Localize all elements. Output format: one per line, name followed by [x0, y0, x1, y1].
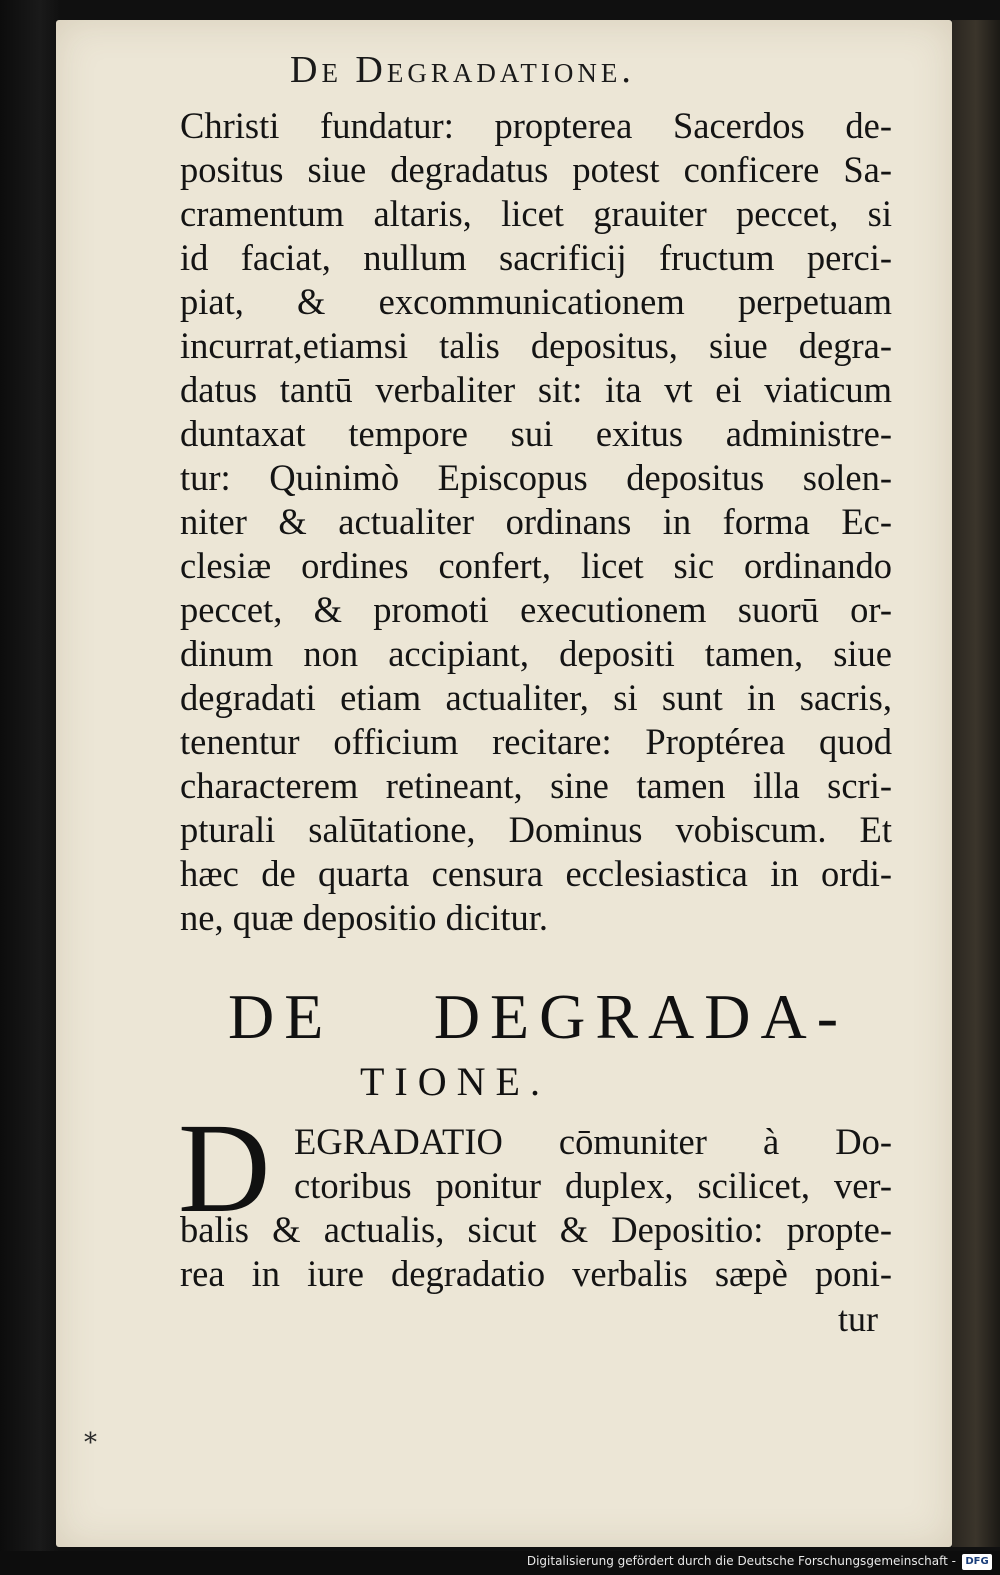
catchword: tur: [838, 1299, 878, 1339]
text-line: tur: Quinimò Episcopus depositus solen-: [180, 457, 892, 498]
dfg-logo: DFG: [962, 1554, 992, 1570]
text-line: peccet, & promoti executionem suorū or-: [180, 589, 892, 630]
running-head: De Degradatione.: [290, 49, 635, 91]
text-line: dinum non accipiant, depositi tamen, siue: [180, 633, 892, 674]
text-line: duntaxat tempore sui exitus administre-: [180, 413, 892, 454]
book-edge: [952, 20, 1000, 1547]
text-line: datus tantū verbaliter sit: ita vt ei viaticum: [180, 369, 892, 410]
section-title-line-1: DE DEGRADA-: [228, 981, 848, 1052]
text-line: id faciat, nullum sacrificij fructum perci-: [180, 237, 892, 278]
paragraph-2: [180, 1120, 892, 1296]
text-line: incurrat,etiamsi talis depositus, siue degra-: [180, 325, 892, 366]
text-line: hæc de quarta censura ecclesiastica in ordi-: [180, 853, 892, 894]
text-line: clesiæ ordines confert, licet sic ordinando: [180, 545, 892, 586]
text-line: Christi fundatur: propterea Sacerdos de-: [180, 105, 892, 146]
text-line: cramentum altaris, licet grauiter peccet, si: [180, 193, 892, 234]
text-line: balis & actualis, sicut & Depositio: propte-: [180, 1209, 892, 1250]
footer-credit: Digitalisierung gefördert durch die Deutsche Forschungsgemeinschaft -: [526, 1554, 956, 1568]
text-line: positus siue degradatus potest conficere Sa-: [180, 149, 892, 190]
text-line: ne, quæ depositio dicitur.: [180, 897, 549, 938]
text-line: pturali salūtatione, Dominus vobiscum. Et: [180, 809, 892, 850]
text-line: degradati etiam actualiter, si sunt in sacris,: [180, 677, 892, 718]
text-line: niter & actualiter ordinans in forma Ec-: [180, 501, 892, 542]
text-line: piat, & excommunicationem perpetuam: [180, 281, 892, 322]
signature-mark: *: [84, 1428, 97, 1458]
drop-cap: D: [178, 1097, 271, 1239]
text-line: tenentur officium recitare: Proptérea quod: [180, 721, 892, 762]
section-title-line-2: TIONE.: [360, 1059, 550, 1104]
text-line: ctoribus ponitur duplex, scilicet, ver-: [294, 1165, 892, 1206]
text-line: characterem retineant, sine tamen illa scri-: [180, 765, 892, 806]
text-line: rea in iure degradatio verbalis sæpè poni-: [180, 1253, 892, 1294]
text-line: EGRADATIO cōmuniter à Do-: [294, 1121, 892, 1162]
paragraph-1: [180, 104, 892, 940]
